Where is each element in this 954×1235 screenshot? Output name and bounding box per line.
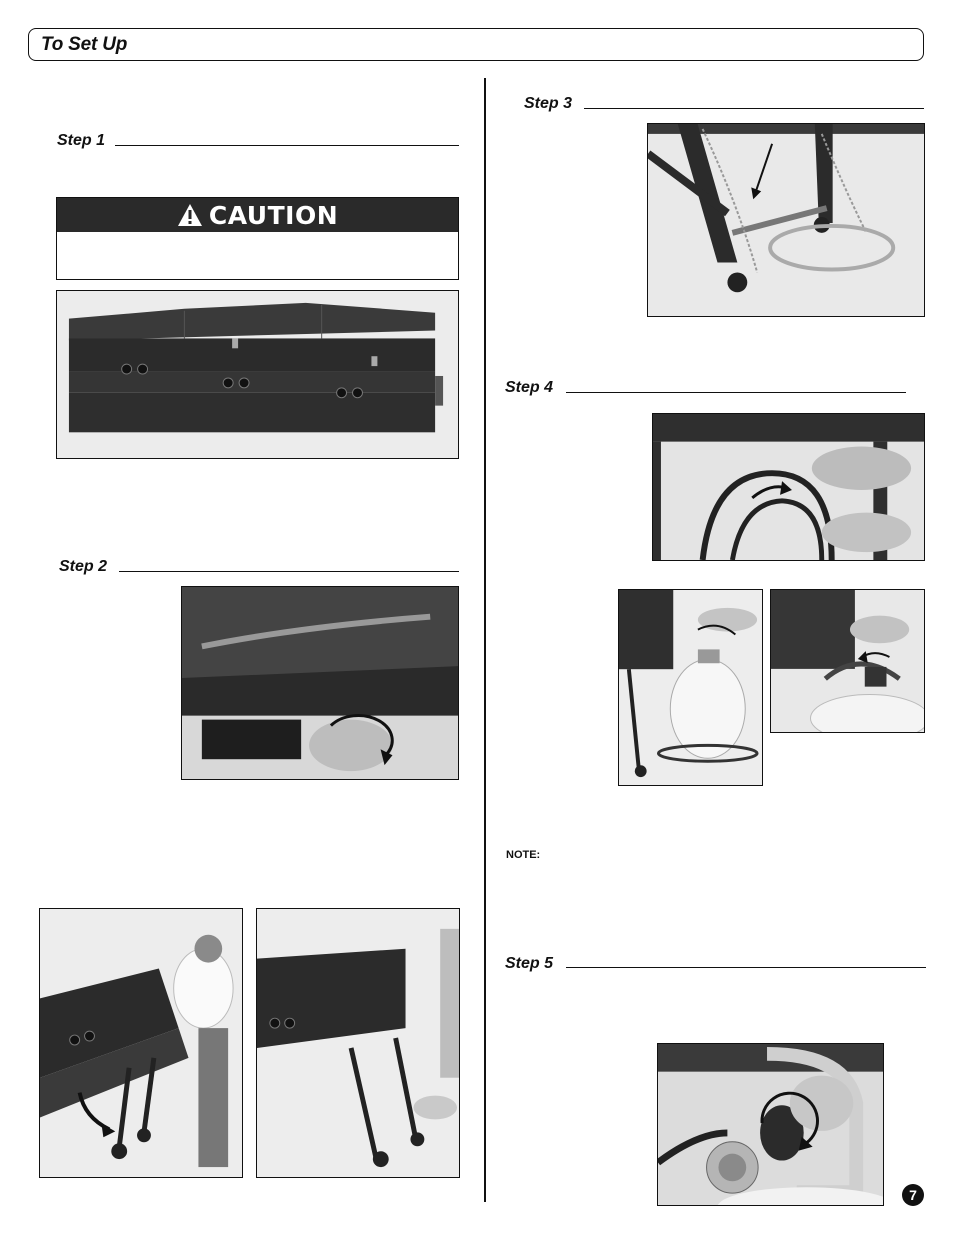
step-3-label: Step 3 [524, 95, 573, 112]
step-1-rule [115, 145, 459, 146]
step4-photo-tank-lift [618, 589, 763, 786]
step4-photo-collar-hook [770, 589, 925, 733]
section-title-bar [28, 28, 924, 61]
step-4-rule [566, 392, 906, 393]
section-title: To Set Up [41, 34, 128, 55]
step-2-rule [119, 571, 459, 572]
caution-label: CAUTION [208, 200, 339, 230]
caution-box [56, 197, 459, 280]
column-divider [484, 78, 486, 1202]
note-label: NOTE: [506, 849, 541, 861]
step3-photo-chain-tank-ring [647, 123, 925, 317]
step-5-label: Step 5 [505, 955, 554, 972]
warning-triangle-icon [177, 203, 203, 227]
step2-photo-latch [181, 586, 459, 780]
step2-photo-lift-left [39, 908, 243, 1178]
step1-photo-griddle-closed [56, 290, 459, 459]
step2-photo-lift-right [256, 908, 460, 1178]
step-5-rule [566, 967, 926, 968]
caution-header [57, 198, 458, 232]
page-number-badge: 7 [902, 1184, 924, 1206]
step4-photo-hook-ring [652, 413, 925, 561]
step5-photo-regulator [657, 1043, 884, 1206]
step-1-label: Step 1 [57, 132, 106, 149]
step-3-rule [584, 108, 924, 109]
step-4-label: Step 4 [505, 379, 554, 396]
step-2-label: Step 2 [59, 558, 108, 575]
